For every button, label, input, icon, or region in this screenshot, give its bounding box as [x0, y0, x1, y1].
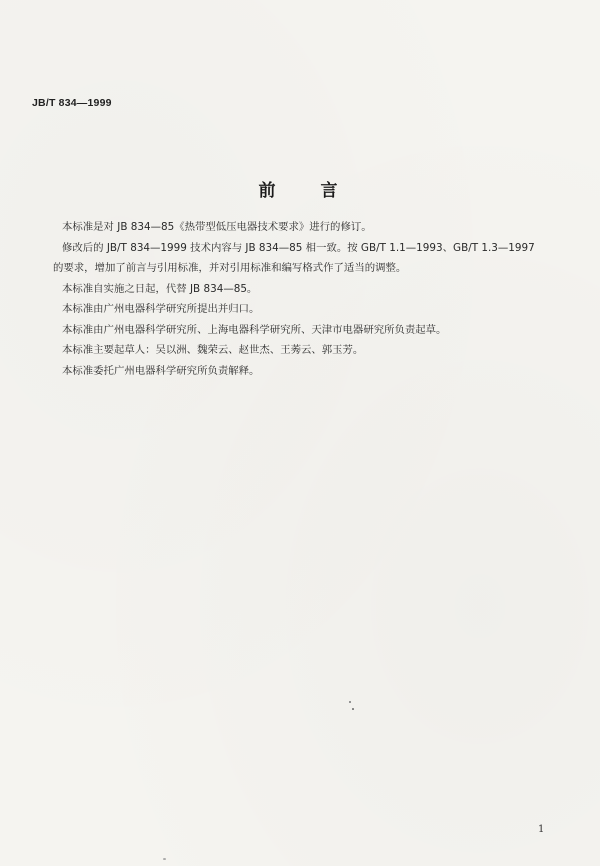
paragraph-revision: 本标准是对 JB 834—85《热带型低压电器技术要求》进行的修订。	[62, 221, 372, 233]
page-title: 前 言	[258, 181, 352, 201]
page-number: 1	[538, 824, 545, 835]
paragraph-proposer: 本标准由广州电器科学研究所提出并归口。	[62, 303, 260, 315]
paragraph-drafters: 本标准主要起草人：吴以洲、魏荣云、赵世杰、王莠云、郭玉芳。	[62, 344, 364, 356]
scan-speck	[349, 701, 351, 703]
document-body	[53, 217, 562, 381]
scan-speck	[352, 708, 354, 710]
paragraph-interpretation: 本标准委托广州电器科学研究所负责解释。	[62, 364, 260, 377]
paragraph-content-line-2: 的要求，增加了前言与引用标准，并对引用标准和编写格式作了适当的调整。	[53, 262, 407, 274]
paragraph-drafters-org: 本标准由广州电器科学研究所、上海电器科学研究所、天津市电器研究所负责起草。	[62, 323, 447, 336]
paragraph-effective: 本标准自实施之日起，代替 JB 834—85。	[62, 282, 258, 295]
standard-code: JB/T 834—1999	[32, 97, 112, 109]
scan-speck	[163, 858, 166, 860]
paragraph-content-line-1: 修改后的 JB/T 834—1999 技术内容与 JB 834—85 相一致。按 GB/T 1.1—1993、GB/T 1.3—1997	[62, 241, 535, 254]
